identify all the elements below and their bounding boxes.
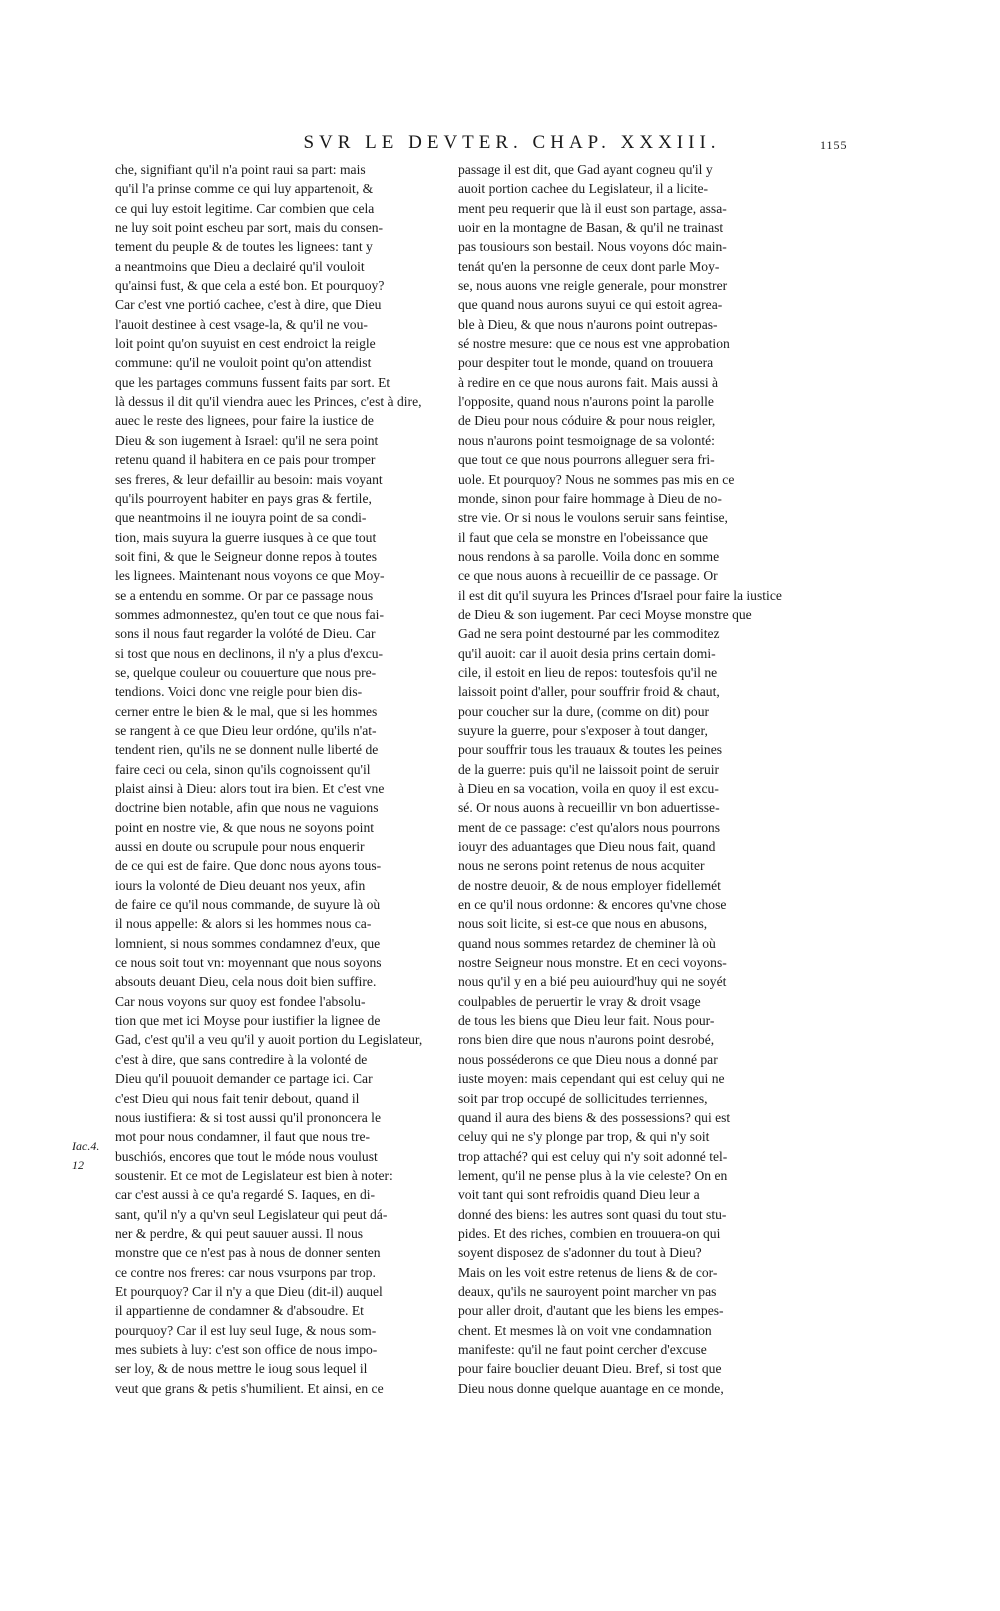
text-line: se a entendu en somme. Or par ce passage nous	[115, 587, 374, 603]
text-line: nous rendons à sa parolle. Voila donc en somme	[458, 548, 720, 564]
text-line: qu'il l'a prinse comme ce qui luy appartenoit, &	[115, 181, 374, 197]
text-line: tion que met ici Moyse pour iustifier la lignee de	[115, 1013, 381, 1029]
text-line: Gad ne sera point destourné par les commoditez	[458, 626, 720, 642]
text-line: nous iustifiera: & si tost aussi qu'il prononcera le	[115, 1109, 381, 1125]
text-line: auec le reste des lignees, pour faire la iustice de	[115, 413, 374, 429]
text-line: que quand nous aurons suyui ce qui estoit agrea-	[458, 297, 723, 313]
text-line: absouts deuant Dieu, cela nous doit bien suffire.	[115, 974, 377, 990]
text-line: iours la volonté de Dieu deuant nos yeux, afin	[115, 877, 366, 893]
text-line: nous ne serons point retenus de nous acquiter	[458, 858, 705, 874]
margin-reference: Iac.4.	[72, 1139, 100, 1153]
text-line: trop attaché? qui est celuy qui n'y soit adonné tel-	[458, 1148, 728, 1164]
text-line: c'est Dieu qui nous fait tenir debout, quand il	[115, 1090, 360, 1106]
text-line: mes subiets à luy: c'est son office de nous impo-	[115, 1341, 378, 1357]
text-line: lement, qu'il ne pense plus à la vie celeste? On en	[458, 1167, 728, 1183]
text-line: Dieu & son iugement à Israel: qu'il ne sera point	[115, 432, 379, 448]
text-line: de ce qui est de faire. Que donc nous ayons tous-	[115, 858, 382, 874]
text-line: soustenir. Et ce mot de Legislateur est bien à noter:	[115, 1167, 393, 1183]
text-line: iuste moyen: mais cependant qui est celuy qui ne	[458, 1071, 725, 1087]
text-line: il faut que cela se monstre en l'obeissance que	[458, 529, 709, 545]
text-line: l'auoit destinee à cest vsage-la, & qu'il ne vou-	[115, 316, 368, 332]
text-line: pourquoy? Car il est luy seul Iuge, & nous som-	[115, 1322, 377, 1338]
text-line: car c'est aussi à ce qu'a regardé S. Iaques, en di-	[115, 1187, 376, 1203]
text-line: chent. Et mesmes là on voit vne condamnation	[458, 1322, 712, 1338]
text-line: cile, il estoit en lieu de repos: toutesfois qu'il ne	[458, 664, 718, 680]
left-column	[115, 160, 445, 1398]
text-line: ce nous soit tout vn: moyennant que nous soyons	[115, 955, 382, 971]
text-line: plaist ainsi à Dieu: alors tout ira bien. Et c'est vne	[115, 781, 385, 796]
text-line: celuy qui ne s'y plonge par trop, & qui n'y soit	[458, 1129, 710, 1145]
text-line: aussi en doute ou scrupule pour nous enquerir	[115, 839, 365, 855]
text-line: c'est à dire, que sans contredire à la volonté de	[115, 1051, 368, 1067]
text-line: ce qui luy estoit legitime. Car combien que cela	[115, 200, 375, 216]
text-line: il appartienne de condamner & d'absoudre. Et	[115, 1303, 364, 1319]
text-line: iouyr des aduantages que Dieu nous fait, quand	[458, 839, 716, 855]
text-line: pour faire bouclier deuant Dieu. Bref, si tost que	[458, 1361, 722, 1377]
text-line: quand nous sommes retardez de cheminer là où	[458, 935, 716, 951]
text-line: si tost que nous en declinons, il n'y a plus d'excu-	[115, 645, 384, 661]
text-line: soyent disposez de s'adonner du tout à Dieu?	[458, 1245, 702, 1261]
text-line: à redire en ce que nous aurons fait. Mais aussi à	[458, 374, 719, 390]
text-line: monstre que ce n'est pas à nous de donner senten	[115, 1245, 381, 1261]
text-line: pas tousiours son bestail. Nous voyons dóc main-	[458, 239, 727, 255]
text-line: laissoit point d'aller, pour souffrir froid & chaut,	[458, 684, 720, 700]
text-line: Dieu qu'il pouuoit demander ce partage ici. Car	[115, 1071, 373, 1087]
text-line: doctrine bien notable, afin que nous ne vaguions	[115, 800, 379, 816]
text-line: passage il est dit, que Gad ayant cogneu qu'il y	[458, 162, 713, 177]
text-line: retenu quand il habitera en ce pais pour tromper	[115, 452, 376, 468]
text-line: pour coucher sur la dure, (comme on dit) pour	[458, 703, 710, 719]
text-line: pour aller droit, d'autant que les biens les empes-	[458, 1303, 724, 1319]
text-line: qu'ainsi fust, & que cela a esté bon. Et pourquoy?	[115, 278, 385, 294]
text-line: faire ceci ou cela, sinon qu'ils cognoissent qu'il	[115, 761, 371, 777]
text-line: cerner entre le bien & le mal, que si les hommes	[115, 703, 378, 719]
text-line: ses freres, & leur defaillir au besoin: mais voyant	[115, 471, 383, 487]
text-line: voit tant qui sont refroidis quand Dieu leur a	[458, 1187, 700, 1203]
text-line: se rangent à ce que Dieu leur ordóne, qu'ils n'at-	[115, 722, 377, 738]
text-line: lomnient, si nous sommes condamnez d'eux, que	[115, 935, 381, 951]
text-line: loit point qu'on suyuist en cest endroict la reigle	[115, 336, 376, 352]
text-line: ce que nous auons à recueillir de ce passage. Or	[458, 568, 718, 584]
text-line: ner & perdre, & qui peut sauuer aussi. Il nous	[115, 1225, 364, 1241]
text-line: rons bien dire que nous n'aurons point desrobé,	[458, 1032, 715, 1048]
text-line: ne luy soit point escheu par sort, mais du consen-	[115, 220, 384, 236]
text-line: nous qu'il y en a bié peu auiourd'huy qui ne soyét	[458, 974, 727, 990]
text-line: pour despiter tout le monde, quand on trouuera	[458, 355, 714, 371]
text-line: nous posséderons ce que Dieu nous a donné par	[458, 1051, 718, 1067]
text-line: tion, mais suyura la guerre iusques à ce que tout	[115, 529, 377, 545]
text-line: qu'ils pourroyent habiter en pays gras & fertile,	[115, 490, 372, 506]
text-line: coulpables de peruertir le vray & droit vsage	[458, 993, 701, 1009]
text-line: là dessus il dit qu'il viendra auec les Princes, c'est à dire,	[115, 394, 422, 410]
text-line: de faire ce qu'il nous commande, de suyure là où	[115, 897, 381, 913]
text-line: sé nostre mesure: que ce nous est vne approbation	[458, 336, 730, 352]
text-line: mot pour nous condamner, il faut que nous tre-	[115, 1129, 371, 1145]
text-line: qu'il auoit: car il auoit desia prins certain domi-	[458, 645, 716, 661]
margin-reference: 12	[72, 1158, 84, 1172]
text-line: commune: qu'il ne vouloit point qu'on attendist	[115, 355, 372, 371]
text-line: l'opposite, quand nous n'aurons point la parolle	[458, 394, 714, 410]
text-line: ce contre nos freres: car nous vsurpons par trop.	[115, 1264, 376, 1280]
text-line: manifeste: qu'il ne faut point cercher d'excuse	[458, 1341, 707, 1357]
text-line: tement du peuple & de toutes les lignees: tant y	[115, 239, 373, 255]
text-line: il est dit qu'il suyura les Princes d'Israel pour faire la iustice	[458, 587, 782, 603]
text-line: Car c'est vne portió cachee, c'est à dire, que Dieu	[115, 297, 382, 313]
text-line: Dieu nous donne quelque auantage en ce monde,	[458, 1380, 724, 1396]
text-line: il nous appelle: & alors si les hommes nous ca-	[115, 916, 372, 932]
text-line: de Dieu pour nous códuire & pour nous reigler,	[458, 413, 716, 429]
text-line: ment de ce passage: c'est qu'alors nous pourrons	[458, 819, 720, 835]
text-line: deaux, qu'ils ne sauroyent point marcher vn pas	[458, 1283, 717, 1299]
text-line: donné des biens: les autres sont quasi du tout stu-	[458, 1206, 727, 1222]
text-line: buschiós, encores que tout le móde nous voulust	[115, 1148, 378, 1164]
text-line: point en nostre vie, & que nous ne soyons point	[115, 819, 375, 835]
text-line: auoit portion cachee du Legislateur, il a licite-	[458, 181, 709, 197]
running-head: SVR LE DEVTER. CHAP. XXXIII.	[303, 132, 721, 153]
text-line: de nostre deuoir, & de nous employer fidellemét	[458, 877, 721, 893]
text-line: en ce qu'il nous ordonne: & encores qu'vne chose	[458, 897, 727, 913]
text-line: stre vie. Or si nous le voulons seruir sans feintise,	[458, 510, 728, 526]
text-line: veut que grans & petis s'humilient. Et ainsi, en ce	[115, 1380, 384, 1396]
text-line: à Dieu en sa vocation, voila en quoy il est excu-	[458, 781, 719, 796]
text-line: pides. Et des riches, combien en trouuera-on qui	[458, 1225, 721, 1241]
text-line: soit par trop occupé de sollicitudes terriennes,	[458, 1090, 708, 1106]
text-line: Gad, c'est qu'il a veu qu'il y auoit portion du Legislateur,	[115, 1032, 423, 1048]
text-line: ser loy, & de nous mettre le ioug sous lequel il	[115, 1361, 368, 1377]
text-line: quand il aura des biens & des possessions? qui est	[458, 1109, 731, 1125]
text-line: se, nous auons vne reigle generale, pour monstrer	[458, 278, 728, 294]
text-line: Et pourquoy? Car il n'y a que Dieu (dit-il) auquel	[115, 1283, 383, 1299]
text-line: pour souffrir tous les trauaux & toutes les peines	[458, 742, 723, 758]
text-line: Mais on les voit estre retenus de liens & de cor-	[458, 1264, 718, 1280]
text-line: Car nous voyons sur quoy est fondee l'absolu-	[115, 993, 366, 1009]
text-line: nous soit licite, si est-ce que nous en abusons,	[458, 916, 708, 932]
text-line: sommes admonnestez, qu'en tout ce que nous fai-	[115, 606, 384, 622]
text-line: de Dieu & son iugement. Par ceci Moyse monstre que	[458, 606, 752, 622]
text-line: uoir en la montagne de Basan, & qu'il ne trainast	[458, 220, 724, 236]
text-line: suyure la guerre, pour s'exposer à tout danger,	[458, 722, 708, 738]
text-line: de la guerre: puis qu'il ne laissoit point de seruir	[458, 761, 720, 777]
text-line: sé. Or nous auons à recueillir vn bon aduertisse-	[458, 800, 720, 816]
text-line: a neantmoins que Dieu a declairé qu'il vouloit	[115, 258, 365, 274]
right-column	[458, 160, 793, 1398]
text-line: tenát qu'en la personne de ceux dont parle Moy-	[458, 258, 720, 274]
text-line: che, signifiant qu'il n'a point raui sa part: mais	[115, 162, 366, 177]
text-line: ble à Dieu, & que nous n'aurons point outrepas-	[458, 316, 718, 332]
text-line: uole. Et pourquoy? Nous ne sommes pas mis en ce	[458, 471, 735, 487]
text-line: que les partages communs fussent faits par sort. Et	[115, 374, 391, 390]
text-line: sons il nous faut regarder la volóté de Dieu. Car	[115, 626, 376, 642]
text-line: se, quelque couleur ou couuerture que nous pre-	[115, 664, 377, 680]
text-line: de tous les biens que Dieu leur fait. Nous pour-	[458, 1013, 715, 1029]
text-line: sant, qu'il n'y a qu'vn seul Legislateur qui peut dá-	[115, 1206, 388, 1222]
text-line: ment peu requerir que là il eust son partage, assa-	[458, 200, 727, 216]
text-line: soit fini, & que le Seigneur donne repos à toutes	[115, 548, 378, 564]
text-line: que tout ce que nous pourrons alleguer sera fri-	[458, 452, 715, 468]
text-line: nous n'aurons point tesmoignage de sa volonté:	[458, 432, 715, 448]
text-line: nostre Seigneur nous monstre. Et en ceci voyons-	[458, 955, 727, 971]
text-line: que neantmoins il ne iouyra point de sa condi-	[115, 510, 367, 526]
text-line: tendent rien, qu'ils ne se donnent nulle liberté de	[115, 742, 379, 758]
text-line: tendions. Voici donc vne reigle pour bien dis-	[115, 684, 363, 700]
text-line: les lignees. Maintenant nous voyons ce que Moy-	[115, 568, 385, 584]
page-number: 1155	[820, 138, 848, 152]
text-line: monde, sinon pour faire hommage à Dieu de no-	[458, 490, 722, 506]
